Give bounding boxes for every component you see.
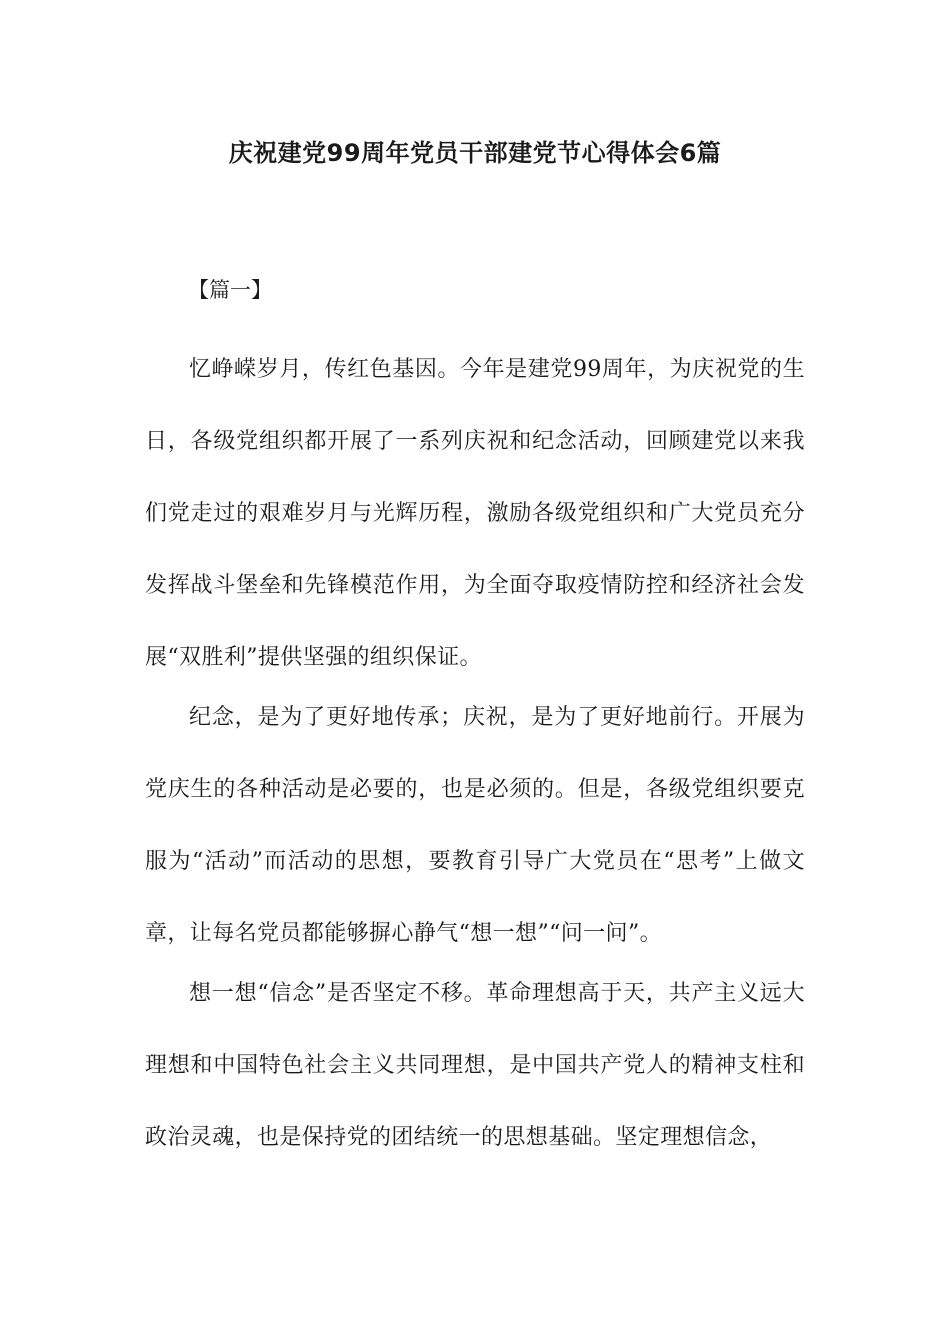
body-text	[145, 334, 805, 1174]
paragraph-2: 纪念，是为了更好地传承；庆祝，是为了更好地前行。开展为党庆生的各种活动是必要的，也是必须的。但是，各级党组织要克服为“活动”而活动的思想，要教育引导广大党员在“思考”上做文章，让每名党员都能够摒心静气“想一想”“问一问”。	[145, 705, 805, 946]
paragraph-1: 忆峥嵘岁月，传红色基因。今年是建党99周年，为庆祝党的生日，各级党组织都开展了一系列庆祝和纪念活动，回顾建党以来我们党走过的艰难岁月与光辉历程，激励各级党组织和广大党员充分发挥战斗堡垒和先锋模范作用，为全面夺取疫情防控和经济社会发展“双胜利”提供坚强的组织保证。	[145, 357, 805, 670]
paragraph-3: 想一想“信念”是否坚定不移。革命理想高于天，共产主义远大理想和中国特色社会主义共同理想，是中国共产党人的精神支柱和政治灵魂，也是保持党的团结统一的思想基础。坚定理想信念，	[145, 981, 805, 1150]
section-label: 【篇一】	[188, 278, 272, 302]
document-title: 庆祝建党99周年党员干部建党节心得体会6篇	[228, 139, 722, 167]
